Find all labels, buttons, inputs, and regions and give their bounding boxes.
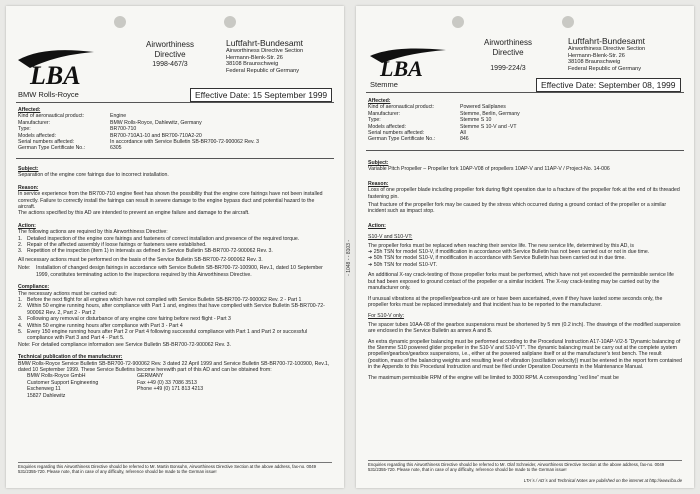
action-paragraph: The maximum permissible RPM of the engine will be limited to 3000 RPM. A corresponding “red line” must be xyxy=(368,374,619,381)
lba-logo xyxy=(16,46,96,88)
compliance-note: Note: For detailed compliance information see Service Bulletin SB-BR700-72-900062 Rev. 3. xyxy=(18,341,231,348)
kv-value: BR700-710A1-10 and BR700-710A2-20 xyxy=(110,132,202,139)
action-paragraph: An additional X-ray crack-testing of those propeller forks must be performed, which have not yet exceeded the permissible service life but had been exposed to ground contact of the propeller or a similar incident. The X-ray crack-testing may be carried out by the manufacturer only. xyxy=(368,272,674,292)
document-page-left xyxy=(6,6,344,488)
list-item: Before the next flight for all engines which have not complied with Service Bulletin SB-BR700-72-900062 Rev. 2 - Part 1 xyxy=(27,296,302,303)
subject-text: Separation of the engine core fairings due to incorrect installation. xyxy=(18,172,169,179)
effective-date-box: Effective Date: 15 September 1999 xyxy=(190,88,332,102)
kv-key: German Type Certificate No.: xyxy=(18,145,86,152)
kv-key: Type: xyxy=(368,117,381,124)
affected-section xyxy=(18,103,332,152)
section-heading: Affected: xyxy=(18,107,41,113)
lba-address-block xyxy=(568,36,645,72)
reason-heading: Reason: xyxy=(368,180,389,187)
page-footer: Enquiries regarding this Airworthiness Directive should be referred to Mr. Olaf Schneider, Airworthiness Directive Section at the above address, fax-no. 0049 531/2355-720. Please note, that in case of any difficulty, reference should be made to the German issue! xyxy=(368,460,682,473)
action-heading: Action: xyxy=(18,222,36,229)
address-line: Hermann-Blenk-Str. 26 xyxy=(568,52,625,59)
list-item: Within 50 engine running hours after compliance with Part 3 - Part 4 xyxy=(27,322,183,329)
punch-hole xyxy=(452,16,464,28)
list-number: 2. xyxy=(18,242,23,249)
section-heading: Affected: xyxy=(368,98,391,104)
contact-line: Fax +49 (0) 33 7086 3513 xyxy=(137,379,197,386)
list-number: 2. xyxy=(18,303,23,310)
list-number: 1. xyxy=(18,235,23,242)
kv-key: Kind of aeronautical product: xyxy=(18,113,85,120)
service-life-bullet: ➔ 25h TSN for model S10-V, if modification in accordance with Service Bulletin has not been carried out or not in due time. xyxy=(368,249,650,256)
kv-key: Manufacturer: xyxy=(18,119,51,126)
action-paragraph: The spacer tubes 10AA-08 of the gearbox suspensions must be shortened by 5 mm (0.2 inch). The drawings of the modified suspension are enclosed in the Service Bulletin as annex A and B. xyxy=(368,321,681,335)
kv-key: Manufacturer: xyxy=(368,110,401,117)
manufacturer-contact xyxy=(18,373,332,399)
ad-title-line2: Directive xyxy=(154,50,186,59)
ad-title xyxy=(462,38,554,74)
note-label: Note: xyxy=(18,265,31,272)
kv-key: Type: xyxy=(18,126,31,133)
action-note: All necessary actions must be performed on the basis of the Service Bulletin SB-BR700-72-900062 Rev. 3. xyxy=(18,256,263,263)
contact-line: GERMANY xyxy=(137,373,164,380)
address-line: 38108 Braunschweig xyxy=(226,61,279,68)
lba-logo xyxy=(368,46,448,78)
lba-address-block xyxy=(226,38,303,74)
reason-text: In service experience from the BR700-710 engine fleet has shown the possibility that the engine core fairings have not been installed correctly. Failure to correctly install the fairings can result in severe damage to the engine bypass duct and potential hazard to the aircraft. xyxy=(18,191,323,211)
svg-text:LBA: LBA xyxy=(30,61,81,88)
contact-line: Eschenweg 11 xyxy=(27,386,61,393)
contact-line: 15827 Dahlewitz xyxy=(27,392,66,399)
list-item: Repetition of the inspection (item 1) in intervals as defined in Service Bulletin SB-BR700-72-900062 Rev. 3. xyxy=(27,248,273,255)
kv-key: German Type Certificate No.: xyxy=(368,136,436,143)
divider xyxy=(16,158,334,159)
contact-line: Customer Support Engineering xyxy=(27,379,99,386)
page-footer: Enquiries regarding this Airworthiness Directive should be referred to Mr. Martin Bonsuhn, Airworthiness Directive Section at the above address, fax-no. 0049 531/2355-720. Please note, that in case of any difficulty, reference should be made to the German issue! xyxy=(18,462,332,475)
reason-text-2: The actions specified by this AD are intended to prevent an engine failure and damage to the aircraft. xyxy=(18,210,250,217)
address-line: 38108 Braunschweig xyxy=(568,59,621,66)
ad-number: 1999-224/3 xyxy=(490,65,526,72)
list-item: Within 50 engine running hours, after compliance with Part 1 and, engines that have complied with Service Bulletin SB-BR700-72-900062 Rev. 2, Part 2 - Part 2 xyxy=(27,303,325,316)
list-number: 5. xyxy=(18,328,23,335)
action-paragraph: The propeller forks must be replaced when reaching their service life. The new service life, determined by this AD, is xyxy=(368,242,635,249)
action-paragraph: An extra dynamic propeller balancing must be performed according to the Procedural Instruction A17-10AP-V/2-5 “Dynamic balancing of the Stemme S10 powered glider propeller in the S10-V and S10-VT”. The dynamic balancing must be carry out at the complete system propeller/gearbox/gearbox suspensions, i.e., either at the powered sailplane itself or at the manufacturer's test bench. The result (position, mass of the balancing weights and resulting level of vibration (oscillation velocity)) must be entered in the report form contained in the Appendix to this Procedural Instruction and must be filed under Operation Documents in the Maintenance Manual. xyxy=(368,338,683,371)
manufacturer-name: Stemme xyxy=(370,80,398,89)
compliance-intro: The necessary actions must be carried out: xyxy=(18,290,118,297)
kv-value: Engine xyxy=(110,113,127,120)
internet-note: LTA´s / AD´s and Technical Notes are published on the internet at http://www.lba.de xyxy=(523,478,682,483)
list-item: Repair of the affected assembly if loose fairings or fasteners were established. xyxy=(27,242,207,249)
list-item: Every 150 engine running hours after Part 2 or Part 4 following successful compliance with Part 1 and Part 2 or successful compliance with Part 3 and Part 4 - Part 5. xyxy=(27,328,307,342)
service-life-bullet: ➔ 50h TSN for model S10-V, if modification in accordance with Service Bulletin has been carried out in due time. xyxy=(368,255,626,262)
page-side-mark: - 1048 - - 8103 - xyxy=(346,240,352,276)
action-heading: Action: xyxy=(368,222,386,229)
divider xyxy=(366,92,684,93)
document-page-right xyxy=(356,6,694,488)
action-subheading: For S10-V only: xyxy=(368,313,405,320)
reason-heading: Reason: xyxy=(18,184,39,191)
kv-value: In accordance with Service Bulletin SB-BR700-72-900062 Rev. 3 xyxy=(110,139,259,146)
kv-value: All xyxy=(460,130,466,137)
subject-text: Variable Pitch Propeller – Propeller fork 10AP-V08 of propellers 10AP-V and 11AP-V / Project-No. 14-006 xyxy=(368,166,610,173)
kv-value: Powered Sailplanes xyxy=(460,104,506,111)
kv-key: Serial numbers affected: xyxy=(18,139,75,146)
contact-line: Phone +49 (0) 171 813 4213 xyxy=(137,386,204,393)
kv-value: 846 xyxy=(460,136,469,143)
list-item: Following any removal or disturbance of any engine core fairing before next flight - Part 3 xyxy=(27,316,231,323)
reason-text-2: That fracture of the propeller fork may be caused by the stress which occurred during a ground contact of the propeller or a similar incident such as impact stop. xyxy=(368,202,667,215)
ad-title xyxy=(124,40,216,70)
address-line: Hermann-Blenk-Str. 26 xyxy=(226,54,283,61)
lba-name: Luftfahrt-Bundesamt xyxy=(226,38,304,48)
punch-hole xyxy=(224,16,236,28)
address-line: Airworthiness Directive Section xyxy=(568,46,646,52)
kv-key: Kind of aeronautical product: xyxy=(368,104,435,111)
punch-hole xyxy=(114,16,126,28)
main-body xyxy=(368,156,682,381)
kv-value: Stemme, Berlin, Germany xyxy=(460,110,520,117)
subject-heading: Subject: xyxy=(18,166,39,172)
kv-value: 6305 xyxy=(110,145,122,152)
action-paragraph: If unusual vibrations at the propeller/gearbox-unit are or have been ascertained, even if they have lasted some seconds only, the propeller forks must be replaced immediately and that incident has to be reported to the manufacturer. xyxy=(368,295,663,308)
ad-number: 1998-467/3 xyxy=(152,61,188,68)
affected-section xyxy=(368,94,682,143)
compliance-heading: Compliance: xyxy=(18,284,50,291)
ad-title-line1: Airworthiness xyxy=(483,38,532,47)
kv-key: Models affected: xyxy=(18,132,56,139)
divider xyxy=(366,150,684,151)
lba-name: Luftfahrt-Bundesamt xyxy=(568,36,646,46)
subject-heading: Subject: xyxy=(368,160,389,166)
svg-text:LBA: LBA xyxy=(380,56,423,78)
address-line: Federal Republic of Germany xyxy=(226,67,300,74)
kv-key: Models affected: xyxy=(368,123,406,130)
action-subheading: S10-V and S10-VT: xyxy=(368,234,413,241)
list-number: 1. xyxy=(18,296,23,303)
kv-key: Serial numbers affected: xyxy=(368,130,425,137)
kv-value: BR700-710 xyxy=(110,126,137,133)
kv-value: BMW Rolls-Royce, Dahlewitz, Germany xyxy=(110,119,202,126)
action-intro: The following actions are required by this Airworthiness Directive: xyxy=(18,229,168,236)
main-body xyxy=(18,162,332,399)
technical-text: BMW Rolls-Royce Service Bulletin SB-BR700-72-900062 Rev. 3 dated 22 April 1999 and Service Bulletin SB-BR700-72-100900, Rev.1, dated 10 September 1999. These Service Bulletins become herewith part of this AD and can be obtained from: xyxy=(18,360,330,373)
punch-hole xyxy=(562,16,574,28)
address-line: Federal Republic of Germany xyxy=(568,65,642,72)
technical-heading: Technical publication of the manufacturer: xyxy=(18,354,123,361)
kv-value: Stemme S 10 xyxy=(460,117,492,124)
list-number: 4. xyxy=(18,322,23,329)
address-line: Airworthiness Directive Section xyxy=(226,48,304,54)
manufacturer-name: BMW Rolls-Royce xyxy=(18,90,79,99)
ad-title-line1: Airworthiness xyxy=(145,40,194,49)
ad-title-line2: Directive xyxy=(492,48,524,57)
effective-date-box: Effective Date: September 08, 1999 xyxy=(536,78,681,92)
note-text: Installation of changed design fairings in accordance with Service Bulletin SB-BR700-72-100900, Rev.1, dated 10 September 1999, constitutes terminating action to the inspections required by this Airworthiness Directive. xyxy=(36,265,323,278)
kv-value: Stemme S 10-V and -VT xyxy=(460,123,517,130)
reason-text: Loss of one propeller blade including propeller fork during flight operation due to a fracture of the propeller fork at the end of its threaded fastening pin. xyxy=(368,187,680,200)
service-life-bullet: ➔ 50h TSN for model S10-VT. xyxy=(368,261,438,268)
list-item: Detailed inspection of the engine core fairings and fasteners of correct installation and presence of the required torque. xyxy=(27,235,300,242)
list-number: 3. xyxy=(18,316,23,323)
list-number: 3. xyxy=(18,248,23,255)
contact-line: BMW Rolls-Royce GmbH xyxy=(27,373,86,380)
